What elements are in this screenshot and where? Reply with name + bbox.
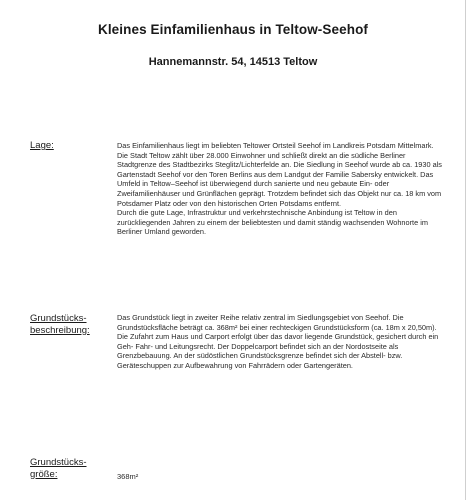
paragraph: Das Einfamilienhaus liegt im beliebten Teltower Ortsteil Seehof im Landkreis Potsdam Mittelmark. Die Stadt Teltow zählt über 28.000 Einwohner und schließt direkt an die südliche Berliner Stadtgrenze des Stadtbezirks Steglitz/Lichterfelde an. Die Siedlung in Seehof wurde ab ca. 1930 als Gartenstadt Seehof vor den Toren Berlins aus dem Landgut der Familie Sabersky entwickelt. Das Umfeld in Teltow–Seehof ist überwiegend durch sanierte und neu gebaute Ein- oder Zweifamilienhäuser und Grünflächen geprägt. Trotzdem befindet sich das Objekt nur ca. 18 km vom Potsdamer Platz oder von den historischen Orten Potsdams entfernt. (117, 141, 442, 208)
plot-size-value: 368m² (117, 472, 139, 481)
label-line: Grundstücks- (30, 457, 87, 468)
label-line: beschreibung: (30, 324, 90, 336)
label-line: größe: (30, 468, 58, 480)
section-label-lage (30, 140, 110, 152)
section-label-grundstuecksgroesse (30, 457, 110, 480)
label-line: Lage: (30, 140, 54, 151)
label-line: Grundstücks- (30, 313, 87, 324)
property-address: Hannemannstr. 54, 14513 Teltow (148, 56, 318, 68)
document-title: Kleines Einfamilienhaus in Teltow-Seehof (97, 22, 369, 37)
section-text-lage (117, 141, 445, 237)
paragraph: Durch die gute Lage, Infrastruktur und verkehrstechnische Anbindung ist Teltow in den zurückliegenden Jahren zu einem der beliebtesten und damit ständig wachsenden Wohnorte im Berliner Umland geworden. (117, 208, 428, 237)
paragraph: Das Grundstück liegt in zweiter Reihe relativ zentral im Siedlungsgebiet von Seehof. Die Grundstücksfläche beträgt ca. 368m² bei einer rechteckigen Grundstücksform (ca. 18m x 20,50m). Die Zufahrt zum Haus und Carport erfolgt über das davor liegende Grundstück, gesichert durch ein Geh- Fahr- und Leitungsrecht. Der Doppelcarport befindet sich an der Nordostseite als Grenzbebauung. An der südöstlichen Grundstücksgrenze befindet sich der Abstell- bzw. Geräteschuppen zur Aufbewahrung von Fahrrädern oder Gartengeräten. (117, 313, 439, 370)
section-text-grundstuecksbeschreibung (117, 313, 445, 371)
section-label-grundstuecksbeschreibung (30, 313, 110, 336)
